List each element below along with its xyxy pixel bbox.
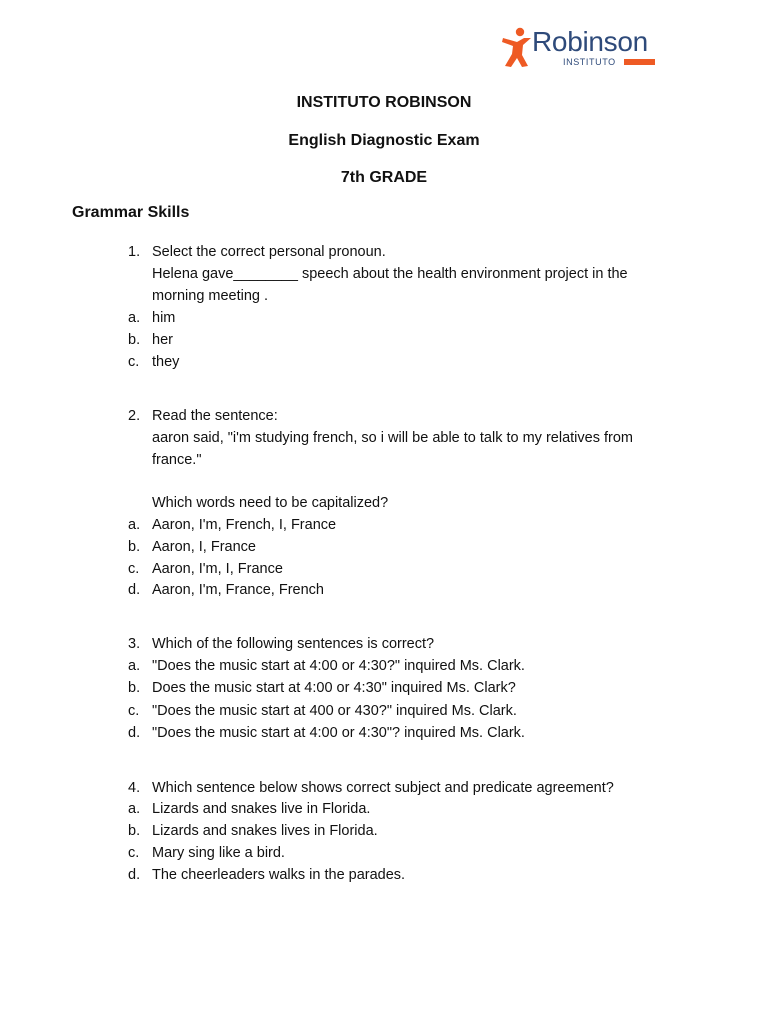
- section-heading: Grammar Skills: [72, 204, 190, 221]
- logo-subtitle: INSTITUTO: [563, 57, 616, 67]
- exam-title: English Diagnostic Exam: [288, 132, 480, 149]
- option-letter: d.: [128, 725, 141, 741]
- option-text: Aaron, I'm, France, French: [152, 582, 324, 598]
- option-text: Aaron, I'm, French, I, France: [152, 517, 337, 533]
- question-text: france.": [152, 452, 202, 468]
- question-number: 1.: [128, 244, 141, 260]
- option-letter: b.: [128, 332, 141, 348]
- option-letter: c.: [128, 561, 140, 577]
- option-letter: c.: [128, 703, 140, 719]
- option-text: Aaron, I'm, I, France: [152, 561, 283, 577]
- logo-name: Robinson: [532, 26, 648, 57]
- option-letter: a.: [128, 801, 141, 817]
- option-text: Mary sing like a bird.: [152, 845, 285, 861]
- grade-title: 7th GRADE: [340, 169, 428, 186]
- option-letter: b.: [128, 539, 141, 555]
- option-text: Aaron, I, France: [152, 539, 256, 555]
- option-text: Lizards and snakes lives in Florida.: [152, 823, 378, 839]
- page-title: INSTITUTO ROBINSON: [296, 94, 472, 111]
- question-text: Which words need to be capitalized?: [152, 495, 389, 511]
- question-text: morning meeting .: [152, 288, 269, 304]
- option-letter: d.: [128, 867, 141, 883]
- option-text: "Does the music start at 4:00 or 4:30"? inquired Ms. Clark.: [152, 725, 525, 741]
- option-text: The cheerleaders walks in the parades.: [152, 867, 406, 883]
- question-number: 3.: [128, 636, 141, 652]
- option-letter: d.: [128, 582, 141, 598]
- option-letter: b.: [128, 680, 141, 696]
- question-prompt: Which of the following sentences is correct?: [152, 636, 435, 652]
- option-text: "Does the music start at 4:00 or 4:30?" inquired Ms. Clark.: [152, 658, 525, 674]
- option-text: Lizards and snakes live in Florida.: [152, 801, 371, 817]
- person-star-icon: [500, 26, 534, 70]
- option-letter: a.: [128, 658, 141, 674]
- question-prompt: Select the correct personal pronoun.: [152, 244, 386, 260]
- question-text: aaron said, "i'm studying french, so i will be able to talk to my relatives from: [152, 430, 633, 446]
- question-prompt: Read the sentence:: [152, 408, 278, 424]
- robinson-logo: [500, 26, 660, 70]
- option-text: him: [152, 310, 176, 326]
- option-letter: a.: [128, 310, 141, 326]
- option-text: they: [152, 354, 180, 370]
- logo-accent-bar: [624, 59, 655, 65]
- option-text: "Does the music start at 400 or 430?" inquired Ms. Clark.: [152, 703, 517, 719]
- option-letter: c.: [128, 845, 140, 861]
- option-letter: c.: [128, 354, 140, 370]
- question-prompt: Which sentence below shows correct subject and predicate agreement?: [152, 780, 614, 796]
- option-letter: a.: [128, 517, 141, 533]
- question-number: 2.: [128, 408, 141, 424]
- question-number: 4.: [128, 780, 141, 796]
- option-letter: b.: [128, 823, 141, 839]
- question-text: Helena gave________ speech about the health environment project in the: [152, 266, 628, 282]
- option-text: her: [152, 332, 173, 348]
- option-text: Does the music start at 4:00 or 4:30" inquired Ms. Clark?: [152, 680, 516, 696]
